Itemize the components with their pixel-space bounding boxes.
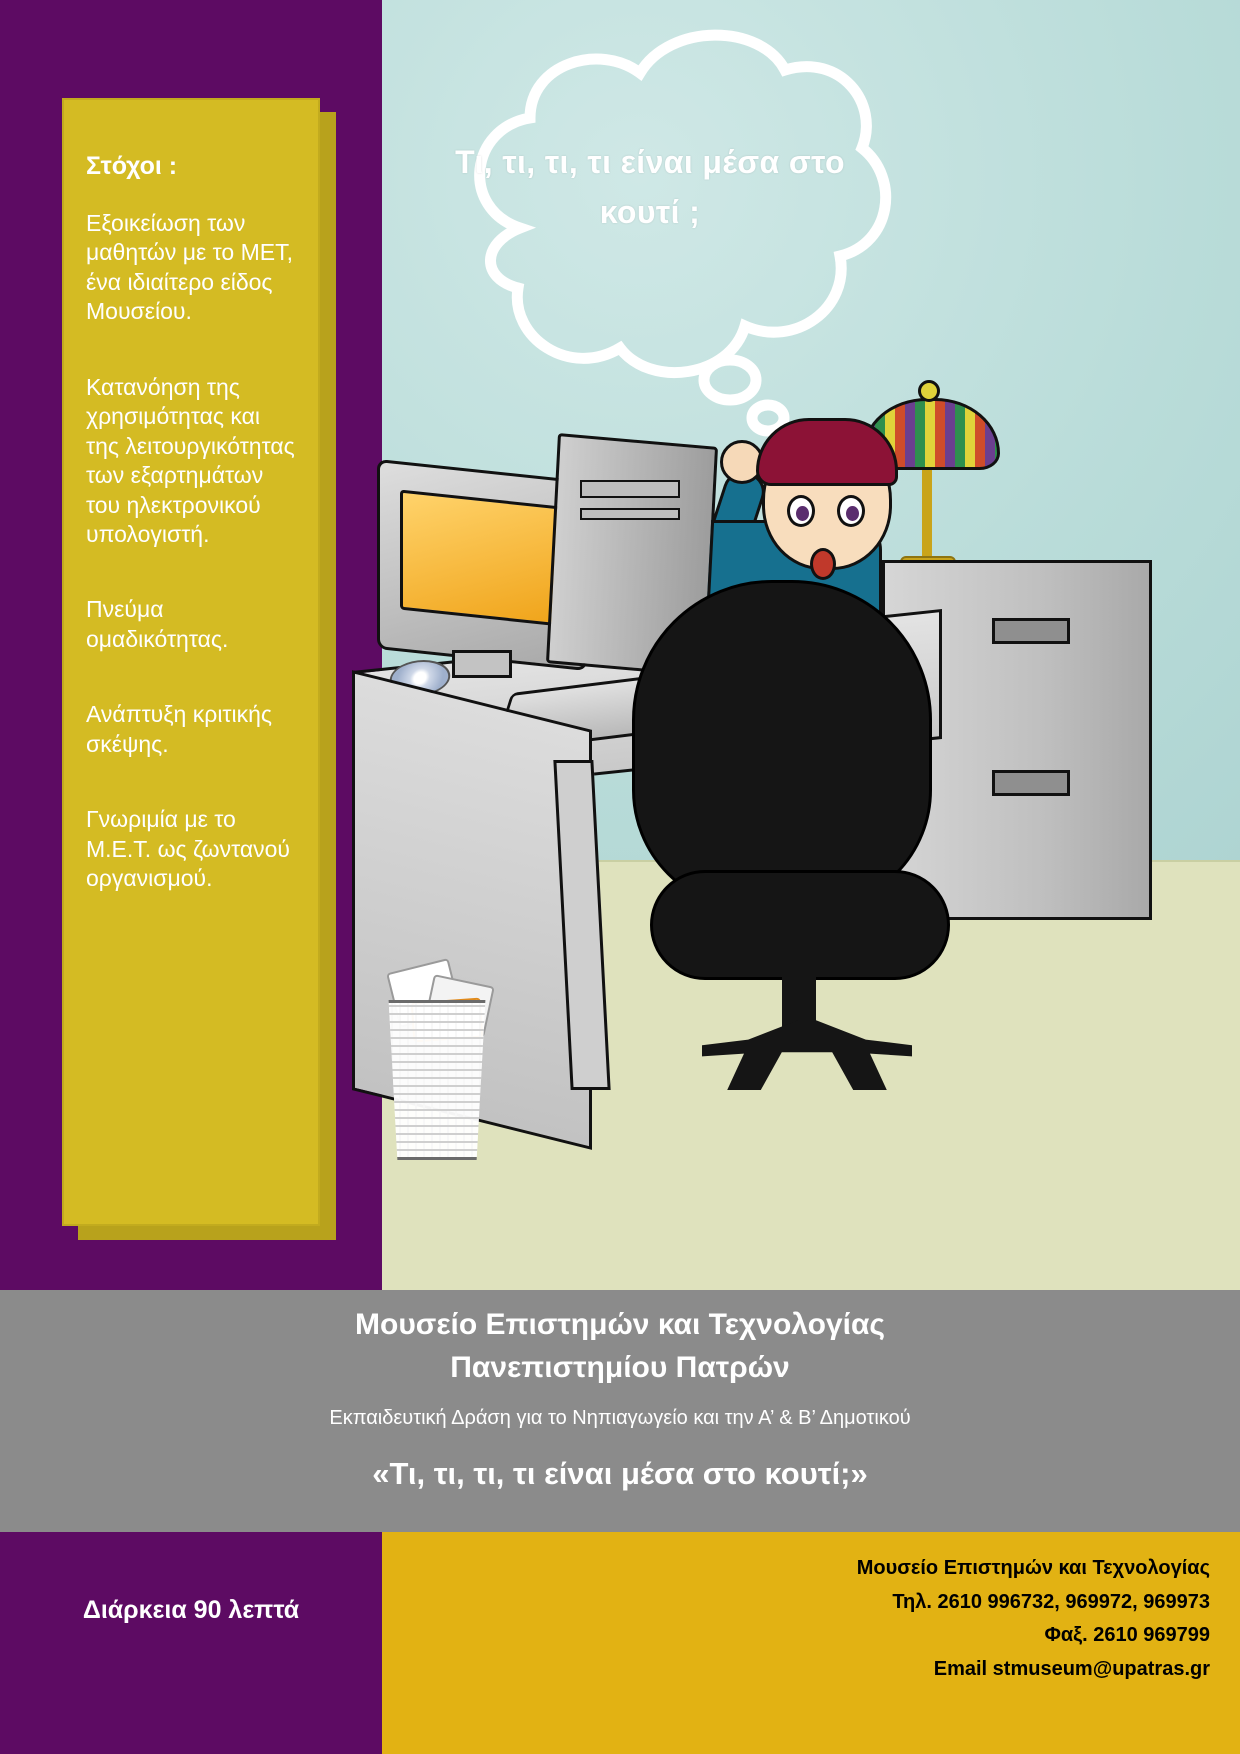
contact-line-2: Τηλ. 2610 996732, 969972, 969973 [892, 1590, 1210, 1613]
waste-basket [382, 1000, 492, 1160]
contact-line-4: Email stmuseum@upatras.gr [933, 1657, 1210, 1680]
contact-line-1: Μουσείο Επιστημών και Τεχνολογίας [856, 1557, 1210, 1579]
title-banner [0, 1290, 1240, 1532]
boy-mouth [810, 548, 836, 580]
thought-bubble-text: Τι, τι, τι, τι είναι μέσα στο κουτί ; [455, 144, 845, 230]
cabinet-handle-bottom [992, 770, 1070, 796]
chair-seat [650, 870, 950, 980]
banner-subtitle: Εκπαιδευτική Δράση για το Νηπιαγωγείο και την Α’ & Β’ Δημοτικού [329, 1407, 911, 1430]
chair-backrest [632, 580, 932, 910]
tower-drive-bay [580, 480, 680, 498]
footer-purple-panel [0, 1532, 382, 1754]
museum-title-line-1: Μουσείο Επιστημών και Τεχνολογίας [355, 1308, 885, 1341]
lamp-base [922, 460, 932, 560]
boy-pupil-right [846, 506, 859, 521]
objective-item-4: Ανάπτυξη κριτικής σκέψης. [86, 701, 272, 757]
objective-item-3: Πνεύμα ομαδικότητας. [86, 596, 229, 652]
lamp-finial [918, 380, 940, 402]
contact-block [510, 1552, 1210, 1686]
objectives-box [62, 98, 320, 1226]
tower-drive-bay-2 [580, 508, 680, 520]
monitor-screen [400, 490, 560, 627]
chair-base [702, 1020, 912, 1090]
cabinet-handle-top [992, 618, 1070, 644]
boy-hair [756, 418, 898, 486]
activity-title: «Τι, τι, τι, τι είναι μέσα στο κουτί;» [372, 1456, 868, 1492]
objective-item-1: Εξοικείωση των μαθητών με το ΜΕΤ, ένα ιδιαίτερο είδος Μουσείου. [86, 210, 293, 325]
boy-pupil-left [796, 506, 809, 521]
monitor-stand [452, 650, 512, 678]
duration-label: Διάρκεια 90 λεπτά [82, 1596, 300, 1624]
objective-item-2: Κατανόηση της χρησιμότητας και της λειτουργικότητας των εξαρτημάτων του ηλεκτρονικού υπολογιστή. [86, 373, 295, 547]
objectives-title: Στόχοι : [86, 152, 178, 180]
objective-item-5: Γνωριμία με το Μ.Ε.Τ. ως ζωντανού οργανισμού. [86, 806, 291, 891]
contact-line-3: Φαξ. 2610 969799 [1044, 1624, 1210, 1647]
museum-title-line-2: Πανεπιστημίου Πατρών [450, 1350, 790, 1384]
scene-illustration [382, 0, 1240, 1290]
